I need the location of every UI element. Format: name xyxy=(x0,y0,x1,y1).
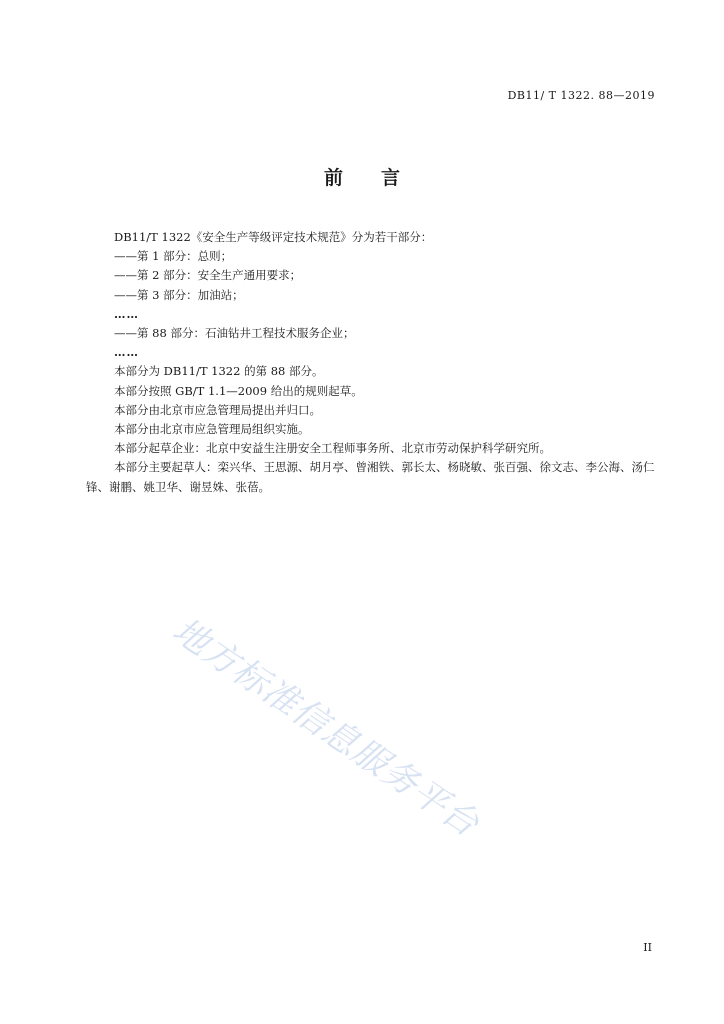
drafting-organizations: 本部分起草企业：北京中安益生注册安全工程师事务所、北京市劳动保护科学研究所。 xyxy=(114,441,551,456)
statement-line: 本部分由北京市应急管理局组织实施。 xyxy=(114,422,310,437)
statement-line: 本部分为 DB11/T 1322 的第 88 部分。 xyxy=(114,364,324,379)
drafters-list: 本部分主要起草人：栾兴华、王思源、胡月亭、曾湘铁、郭长太、杨晓敏、张百强、徐文志、李公海、汤仁锋、谢鹏、姚卫华、谢昱姝、张蓓。 xyxy=(86,460,655,494)
part-list-item: ——第 3 部分：加油站； xyxy=(114,287,244,302)
ellipsis-line: …… xyxy=(114,306,139,321)
statement-line: 本部分由北京市应急管理局提出并归口。 xyxy=(114,402,321,417)
statement-line: 本部分按照 GB/T 1.1—2009 给出的规则起草。 xyxy=(114,383,363,398)
foreword-body xyxy=(86,228,656,497)
part-list-item: ——第 88 部分：石油钻井工程技术服务企业； xyxy=(114,326,355,341)
document-code: DB11/ T 1322. 88—2019 xyxy=(507,89,655,102)
page-number: II xyxy=(643,941,652,954)
intro-line: DB11/T 1322《安全生产等级评定技术规范》分为若干部分： xyxy=(114,230,433,244)
ellipsis-line: …… xyxy=(114,345,139,360)
page-title: 前言 xyxy=(323,167,438,189)
part-list-item: ——第 2 部分：安全生产通用要求； xyxy=(114,268,302,283)
watermark: 地方标准信息服务平台 xyxy=(165,610,486,846)
part-list-item: ——第 1 部分：总则； xyxy=(114,249,233,264)
